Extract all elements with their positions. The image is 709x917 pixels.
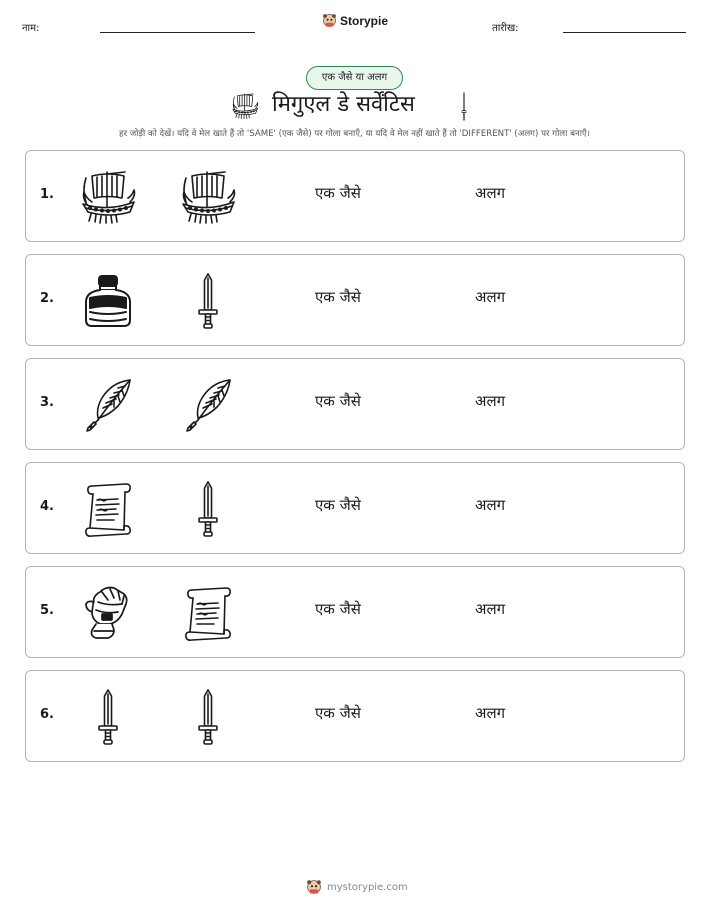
sword-icon [178, 688, 238, 746]
row-number: 4. [40, 499, 54, 514]
name-blank-line [100, 32, 255, 33]
same-option[interactable]: एक जैसे [315, 496, 361, 514]
storypie-logo-icon [306, 879, 322, 895]
same-option[interactable]: एक जैसे [315, 392, 361, 410]
sword-icon [78, 688, 138, 746]
brand-logo [322, 13, 388, 28]
sword-icon [178, 272, 238, 330]
same-option[interactable]: एक जैसे [315, 600, 361, 618]
ship-icon [78, 168, 138, 226]
instructions: हर जोड़ी को देखें। यदि वे मेल खाते हैं तो 'SAME' (एक जैसे) पर गोला बनाएँ, या यदि वे मेल नहीं खाते हैं तो 'DIFFERENT' (अलग) पर गोला बनाएँ। [119, 129, 590, 139]
same-option[interactable]: एक जैसे [315, 184, 361, 202]
worksheet-type-badge: एक जैसे या अलग [306, 66, 403, 90]
pair-row-1 [25, 150, 685, 242]
pair-row-6 [25, 670, 685, 762]
pair-row-2 [25, 254, 685, 346]
row-number: 1. [40, 187, 54, 202]
row-number: 3. [40, 395, 54, 410]
title-row [0, 88, 709, 124]
date-blank-line [563, 32, 686, 33]
scroll-icon [178, 584, 238, 642]
worksheet-header [0, 0, 709, 40]
inkwell-icon [78, 272, 138, 330]
ship-icon [178, 168, 238, 226]
pair-row-3 [25, 358, 685, 450]
same-option[interactable]: एक जैसे [315, 288, 361, 306]
date-label: तारीख: [492, 23, 519, 34]
row-number: 5. [40, 603, 54, 618]
row-number: 2. [40, 291, 54, 306]
name-label: नाम: [22, 23, 40, 34]
page-title: मिगुएल डे सर्वेंटिस [272, 92, 415, 117]
pair-row-4 [25, 462, 685, 554]
different-option[interactable]: अलग [475, 704, 506, 722]
quill-icon [78, 376, 138, 434]
row-number: 6. [40, 707, 54, 722]
different-option[interactable]: अलग [475, 496, 506, 514]
different-option[interactable]: अलग [475, 600, 506, 618]
pair-row-5 [25, 566, 685, 658]
footer [306, 879, 408, 895]
different-option[interactable]: अलग [475, 392, 506, 410]
storypie-logo-icon [322, 13, 337, 28]
ship-icon [229, 92, 261, 120]
footer-url[interactable]: mystorypie.com [327, 881, 408, 893]
sword-icon [457, 91, 471, 121]
gauntlet-icon [78, 584, 138, 642]
brand-name: Storypie [340, 13, 389, 28]
different-option[interactable]: अलग [475, 288, 506, 306]
scroll-icon [78, 480, 138, 538]
quill-icon [178, 376, 238, 434]
different-option[interactable]: अलग [475, 184, 506, 202]
same-option[interactable]: एक जैसे [315, 704, 361, 722]
sword-icon [178, 480, 238, 538]
